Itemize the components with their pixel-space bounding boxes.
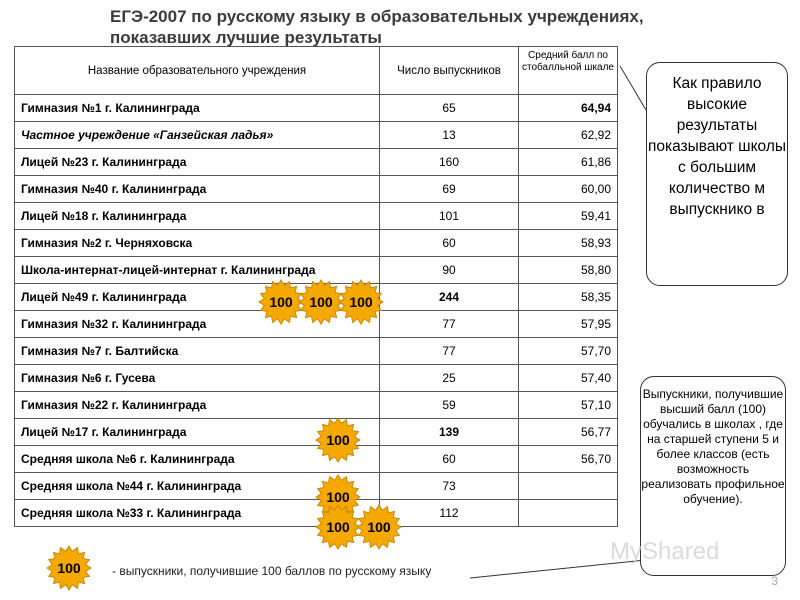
hundred-score-seal	[356, 504, 402, 550]
seal-label: 100	[57, 560, 81, 576]
school-name: Средняя школа №6 г. Калининграда	[15, 446, 380, 473]
school-name: Лицей №17 г. Калининграда	[15, 419, 380, 446]
school-name: Частное учреждение «Ганзейская ладья»	[15, 122, 380, 149]
average-score: 64,94	[519, 95, 618, 122]
seal-label: 100	[309, 294, 333, 310]
title-line-2: показавших лучшие результаты	[110, 28, 382, 47]
graduates-count: 244	[380, 284, 519, 311]
school-name: Гимназия №40 г. Калининграда	[15, 176, 380, 203]
average-score: 59,41	[519, 203, 618, 230]
callout-top-graduates: Выпускники, получившие высший балл (100) обучались в школах , где на старшей ступени 5 и более классов (есть возможность реализовать профильное обучение).	[640, 376, 786, 576]
average-score: 56,77	[519, 419, 618, 446]
legend-seal	[46, 545, 92, 591]
average-score: 57,95	[519, 311, 618, 338]
average-score: 62,92	[519, 122, 618, 149]
seal-label: 100	[326, 519, 350, 535]
school-name: Гимназия №1 г. Калининграда	[15, 95, 380, 122]
school-name: Гимназия №22 г. Калининграда	[15, 392, 380, 419]
school-name: Средняя школа №44 г. Калининграда	[15, 473, 380, 500]
school-name: Гимназия №32 г. Калининграда	[15, 311, 380, 338]
seal-label: 100	[326, 432, 350, 448]
average-score: 61,86	[519, 149, 618, 176]
school-name: Лицей №23 г. Калининграда	[15, 149, 380, 176]
school-name: Гимназия №7 г. Балтийска	[15, 338, 380, 365]
graduates-count: 77	[380, 338, 519, 365]
average-score: 57,70	[519, 338, 618, 365]
seal-label: 100	[326, 489, 350, 505]
school-name: Школа-интернат-лицей-интернат г. Калининграда	[15, 257, 380, 284]
school-name: Гимназия №6 г. Гусева	[15, 365, 380, 392]
graduates-count: 60	[380, 230, 519, 257]
seal-label: 100	[367, 519, 391, 535]
school-name: Средняя школа №33 г. Калининграда	[15, 500, 380, 527]
graduates-count: 69	[380, 176, 519, 203]
graduates-count: 60	[380, 446, 519, 473]
school-name: Лицей №49 г. Калининграда	[15, 284, 380, 311]
average-score: 57,40	[519, 365, 618, 392]
graduates-count: 90	[380, 257, 519, 284]
graduates-count: 160	[380, 149, 519, 176]
graduates-count: 112	[380, 500, 519, 527]
page-number: 3	[771, 574, 778, 588]
header-name: Название образовательного учреждения	[15, 47, 380, 95]
average-score: 60,00	[519, 176, 618, 203]
seal-label: 100	[349, 294, 373, 310]
average-score: 58,93	[519, 230, 618, 257]
average-score: 56,70	[519, 446, 618, 473]
hundred-score-seal	[338, 279, 384, 325]
average-score: 58,80	[519, 257, 618, 284]
school-name: Гимназия №2 г. Черняховска	[15, 230, 380, 257]
graduates-count: 73	[380, 473, 519, 500]
graduates-count: 77	[380, 311, 519, 338]
graduates-count: 59	[380, 392, 519, 419]
average-score: 58,35	[519, 284, 618, 311]
callout-large-schools: Как правило высокие результаты показывают школы с большим количество м выпускнико в	[646, 62, 788, 286]
seal-label: 100	[269, 294, 293, 310]
hundred-score-seal	[315, 504, 361, 550]
header-avg: Средний балл по стобалльной шкале	[519, 47, 618, 95]
hundred-score-seal	[315, 417, 361, 463]
callout1-pointer	[620, 66, 646, 110]
average-score: 57,10	[519, 392, 618, 419]
graduates-count: 25	[380, 365, 519, 392]
graduates-count: 13	[380, 122, 519, 149]
graduates-count: 139	[380, 419, 519, 446]
graduates-count: 101	[380, 203, 519, 230]
graduates-count: 65	[380, 95, 519, 122]
title-line-1: ЕГЭ-2007 по русскому языку в образовательных учреждениях,	[110, 7, 644, 26]
watermark-logo: MyShared	[610, 538, 720, 565]
school-name: Лицей №18 г. Калининграда	[15, 203, 380, 230]
header-count: Число выпускников	[380, 47, 519, 95]
legend-text: - выпускники, получившие 100 баллов по русскому языку	[112, 564, 432, 578]
